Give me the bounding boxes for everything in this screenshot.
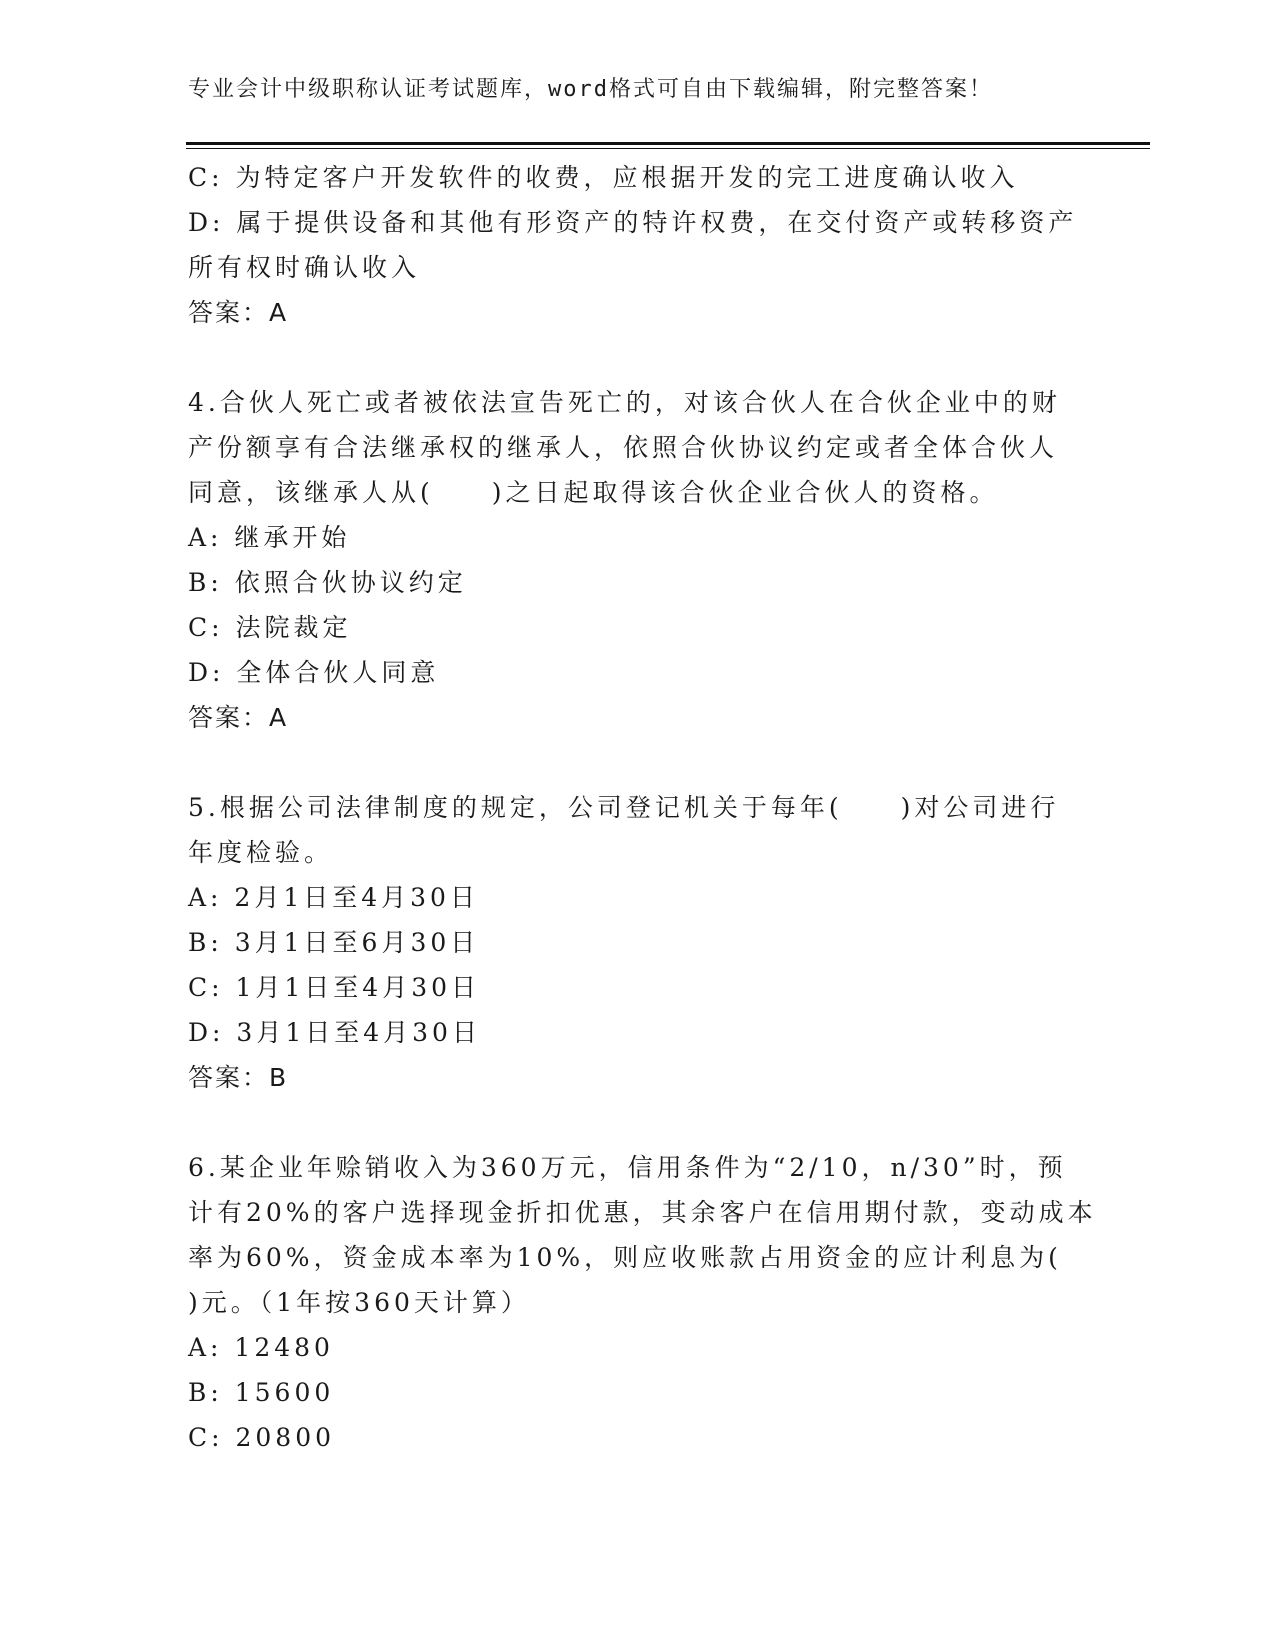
q5-option-d: D: 3月1日至4月30日: [188, 1018, 481, 1047]
q5-option-b: B: 3月1日至6月30日: [188, 928, 480, 957]
q6-stem-line2: 计有20%的客户选择现金折扣优惠，其余客户在信用期付款，变动成本: [188, 1198, 1097, 1227]
q6-option-c: C: 20800: [188, 1423, 336, 1452]
q5-option-c: C: 1月1日至4月30日: [188, 973, 481, 1002]
q4-stem-line3: 同意，该继承人从( )之日起取得该合伙企业合伙人的资格。: [188, 478, 999, 507]
q5-stem-line2: 年度检验。: [188, 838, 334, 867]
q4-stem-line2: 产份额享有合法继承权的继承人，依照合伙协议约定或者全体合伙人: [188, 433, 1059, 462]
q3-option-c: C: 为特定客户开发软件的收费，应根据开发的完工进度确认收入: [188, 163, 1019, 192]
q4-option-c: C: 法院裁定: [188, 613, 352, 642]
q4-option-b: B: 依照合伙协议约定: [188, 568, 467, 597]
q6-option-b: B: 15600: [188, 1378, 335, 1407]
q4-option-a: A: 继承开始: [188, 523, 351, 552]
q3-answer: 答案：A: [188, 298, 289, 327]
q4-answer: 答案：A: [188, 703, 289, 732]
document-body: [188, 155, 1097, 1460]
q5-option-a: A: 2月1日至4月30日: [188, 883, 479, 912]
q3-option-d-line2: 所有权时确认收入: [188, 253, 421, 282]
spacer: [188, 1100, 1088, 1145]
spacer: [188, 335, 1088, 380]
spacer: [188, 740, 1088, 785]
header-rule-thick: [186, 142, 1150, 145]
q6-stem-line4: )元。（1年按360天计算）: [188, 1288, 530, 1317]
q5-stem-line1: 5.根据公司法律制度的规定，公司登记机关于每年( )对公司进行: [188, 793, 1060, 822]
q5-answer: 答案：B: [188, 1063, 289, 1092]
header-rule-thin: [186, 148, 1150, 149]
q6-option-a: A: 12480: [188, 1333, 334, 1362]
q3-option-d-line1: D: 属于提供设备和其他有形资产的特许权费，在交付资产或转移资产: [188, 208, 1078, 237]
q6-stem-line1: 6.某企业年赊销收入为360万元，信用条件为“2/10，n/30”时，预: [188, 1153, 1067, 1182]
q4-option-d: D: 全体合伙人同意: [188, 658, 440, 687]
q4-stem-line1: 4.合伙人死亡或者被依法宣告死亡的，对该合伙人在合伙企业中的财: [188, 388, 1061, 417]
page-header: 专业会计中级职称认证考试题库，word格式可自由下载编辑，附完整答案！: [188, 77, 993, 102]
q6-stem-line3: 率为60%，资金成本率为10%，则应收账款占用资金的应计利息为(: [188, 1243, 1062, 1272]
